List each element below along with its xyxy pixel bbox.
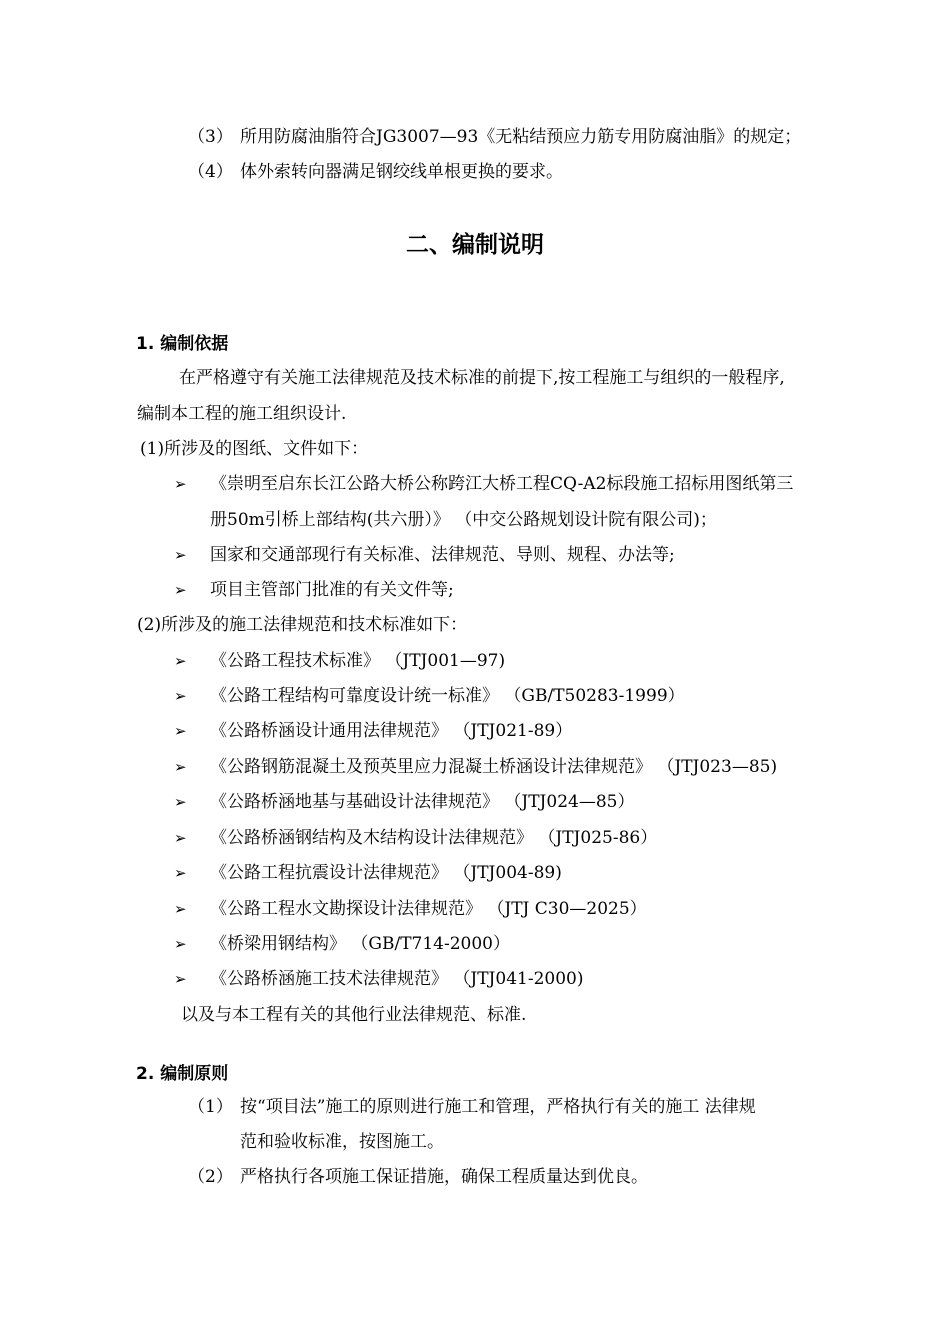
arrow-bullet-icon: ➢	[174, 900, 187, 918]
item-text: 严格执行各项施工保证措施，确保工程质量达到优良。	[240, 1167, 648, 1187]
paragraph-line: 在严格遵守有关施工法律规范及技术标准的前提下,按工程施工与组织的一般程序,	[179, 368, 785, 388]
arrow-bullet-icon: ➢	[174, 687, 187, 705]
section-title: 二、编制说明	[406, 232, 544, 258]
standard-item: 《公路钢筋混凝土及预英里应力混凝土桥涵设计法律规范》 （JTJ023—85)	[210, 757, 778, 777]
arrow-bullet-icon: ➢	[174, 970, 187, 988]
standard-item: 《公路桥涵地基与基础设计法律规范》 （JTJ024—85）	[210, 792, 635, 812]
standard-item: 《公路桥涵施工技术法律规范》 （JTJ041-2000)	[210, 969, 584, 989]
item-number: （1）	[188, 1097, 233, 1117]
list-subheading: (2)所涉及的施工法律规范和技术标准如下：	[137, 615, 468, 635]
standard-item: 《公路工程水文勘探设计法律规范》 （JTJ C30—2025）	[210, 899, 647, 919]
arrow-bullet-icon: ➢	[174, 793, 187, 811]
standard-item: 《公路桥涵钢结构及木结构设计法律规范》 （JTJ025-86）	[210, 828, 658, 848]
standard-item: 《桥梁用钢结构》 （GB/T714-2000）	[210, 934, 510, 954]
arrow-bullet-icon: ➢	[174, 722, 187, 740]
list-item: 《崇明至启东长江公路大桥公称跨江大桥工程CQ-A2标段施工招标用图纸第三	[210, 474, 794, 494]
arrow-bullet-icon: ➢	[174, 475, 187, 493]
closing-line: 以及与本工程有关的其他行业法律规范、标准.	[181, 1005, 527, 1025]
standard-item: 《公路工程技术标准》 （JTJ001—97)	[210, 651, 506, 671]
list-subheading: (1)所涉及的图纸、文件如下：	[140, 439, 369, 459]
standard-item: 《公路桥涵设计通用法律规范》 （JTJ021-89）	[210, 721, 573, 741]
item-text-continuation: 范和验收标准，按图施工。	[240, 1132, 444, 1152]
item-text: 按“项目法”施工的原则进行施工和管理，严格执行有关的施工 法律规	[240, 1097, 756, 1117]
item-number: （3）	[188, 127, 233, 147]
list-item: 国家和交通部现行有关标准、法律规范、导则、规程、办法等;	[210, 545, 675, 565]
subsection-heading: 1. 编制依据	[136, 334, 229, 354]
arrow-bullet-icon: ➢	[174, 546, 187, 564]
item-text: 所用防腐油脂符合JG3007—93《无粘结预应力筋专用防腐油脂》的规定；	[240, 127, 802, 147]
item-number: （2）	[188, 1167, 233, 1187]
list-item: 项目主管部门批准的有关文件等;	[210, 580, 454, 600]
paragraph-line: 编制本工程的施工组织设计.	[137, 404, 347, 424]
standard-item: 《公路工程结构可靠度设计统一标准》 （GB/T50283-1999）	[210, 686, 685, 706]
arrow-bullet-icon: ➢	[174, 864, 187, 882]
standard-item: 《公路工程抗震设计法律规范》 （JTJ004-89)	[210, 863, 562, 883]
arrow-bullet-icon: ➢	[174, 829, 187, 847]
subsection-heading: 2. 编制原则	[136, 1064, 229, 1084]
arrow-bullet-icon: ➢	[174, 758, 187, 776]
arrow-bullet-icon: ➢	[174, 652, 187, 670]
arrow-bullet-icon: ➢	[174, 581, 187, 599]
item-number: （4）	[188, 162, 233, 182]
list-item-continuation: 册50m引桥上部结构(共六册）》 （中交公路规划设计院有限公司)；	[210, 510, 717, 530]
item-text: 体外索转向器满足钢绞线单根更换的要求。	[240, 162, 563, 182]
arrow-bullet-icon: ➢	[174, 935, 187, 953]
